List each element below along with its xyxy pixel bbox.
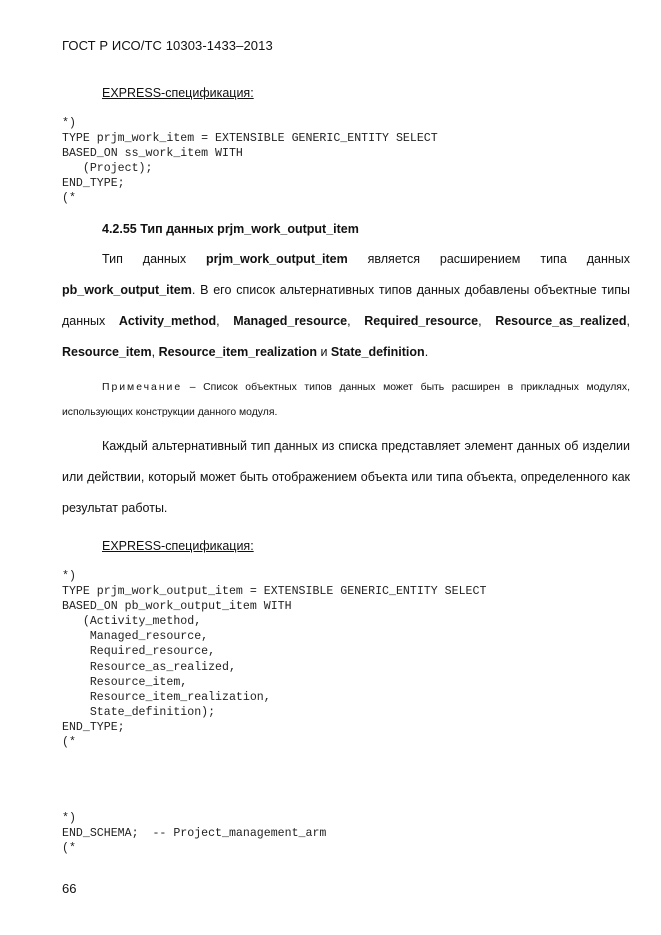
page-number: 66: [62, 881, 77, 896]
end-schema-code-block: *) END_SCHEMA; -- Project_management_arm (*: [62, 812, 327, 856]
express-spec-label: EXPRESS-спецификация:: [102, 86, 254, 100]
express-spec-label-2: EXPRESS-спецификация:: [102, 539, 254, 553]
note-paragraph: [62, 375, 630, 425]
express-code-block-2: *) TYPE prjm_work_output_item = EXTENSIBLE GENERIC_ENTITY SELECT BASED_ON pb_work_output_item WITH (Activity_method, Managed_resource, Required_resource, Resource_as_realized, Resource_item, Resource_item_realization, State_definition); END_TYPE; (*: [62, 570, 487, 750]
section-title: 4.2.55 Тип данных prjm_work_output_item: [102, 222, 359, 236]
document-header: ГОСТ Р ИСО/ТС 10303-1433–2013: [62, 38, 273, 53]
express-code-block: *) TYPE prjm_work_item = EXTENSIBLE GENERIC_ENTITY SELECT BASED_ON ss_work_item WITH (Project); END_TYPE; (*: [62, 117, 438, 206]
paragraph-description: Тип данных prjm_work_output_item является расширением типа данных pb_work_output_item. В его список альтернативных типов данных добавлены объектные типы данных Activity_method, Managed_resource, Required_resource, Resource_as_realized, Resource_item, Resource_item_realization и State_definition.: [62, 252, 631, 359]
note-text: – Список объектных типов данных может быть расширен в прикладных модулях, использующих конструкции данного модуля.: [62, 382, 630, 418]
note-label: Примечание: [102, 382, 183, 393]
paragraph-alternatives: Каждый альтернативный тип данных из списка представляет элемент данных об изделии или действии, который может быть отображением объекта или типа объекта, определенного как результат работы.: [62, 439, 630, 515]
